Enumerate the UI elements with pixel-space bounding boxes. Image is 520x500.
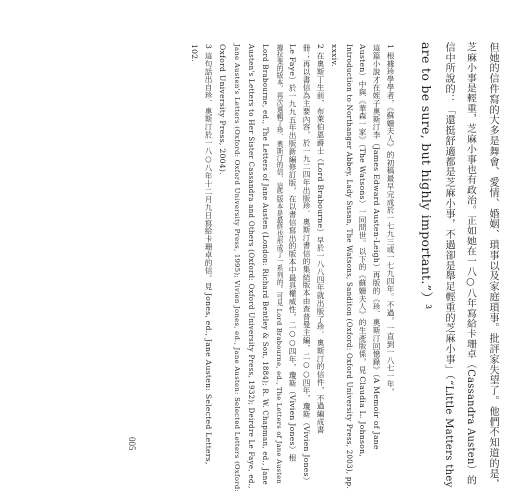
footnote-line: Austen's Letters to Her Sister Cassandra and Others (Oxford: Oxford University Press, 1932); Deirdre Le Faye, ed., — [247, 44, 255, 489]
footnote-line: 2 在奧斯丁生前，布萊伯恩爵士（Lord Brabourne）早於一八八四年就出版了珍．奧斯汀的信件，不過編成書 — [316, 44, 325, 434]
body-text-line: 信中所說的：「還挺舒適都是芝麻小事，不過卻是舉足輕重的芝麻小事」（“Little Matters they — [443, 42, 454, 488]
footnote-line: Oxford University Press, 2004). — [218, 44, 227, 175]
footnote-line: Introduction to Northanger Abbey, Lady Susan, The Watsons, Sanditon (Oxford: Oxford University Press, 2003), pp. — [345, 44, 353, 489]
body-text-line: are to be sure, but highly important.”）³ — [419, 42, 434, 310]
footnote-line: 1 根據珍學學者，《蘇姍夫人》的初稿最早完成於一七九三或一七九四年。不過，一直到一八七一年， — [386, 44, 395, 396]
footnote-line: xxxiv. — [330, 44, 339, 67]
footnote-line: 102. — [190, 44, 199, 63]
footnote-line: 這篇小說才在姪子奧斯汀李（James Edward Austen-Leigh）再版的《珍．奧斯汀回憶錄》（A Memoir of Jane — [372, 44, 381, 450]
footnote-line: 據拉斐的版本，再次選輯了珍．奧斯汀的信，這些版本是最終也形成了一系列的。可見 Lord Brabourne, ed., The Letters of Jane Austen — [275, 44, 283, 485]
footnote-line: 冊；再以書信為主要內容，於一九二四年出版珍．奧斯汀書信的集結版本由查普曼主編，二○○四年，瓊斯（Vivien Jones） — [302, 44, 311, 485]
footnote-line: 3 這句話出自珍．奧斯汀於一八○八年十二月九日寫給卡珊卓的信。見 Jones, ed., Jane Austen: Selected Letters, — [204, 44, 213, 465]
footnote-line: Lord Brabourne, ed., The Letters of Jane Austen (London: Richard Bentley & Son, 1884); R. W. Chapman, ed., Jane — [261, 44, 269, 485]
body-text-line: 芝麻小事是輕重，芝麻小事也有政治。正如她在一八○八年寫給卡珊卓（Cassandra Austen）的 — [465, 42, 476, 485]
footnote-line: Austen）中與《華森一家》（The Watsons）一同問世。以下的《蘇姍夫人》的生產版係，見 Claudia L. Johnson, — [358, 44, 367, 457]
footnote-line: Jane Austen's Letters (Oxford: Oxford University Press, 1995); Vivien Jones, ed., Jane Austen: Selected Letters (Oxford: — [233, 44, 241, 493]
footnote-line: Le Faye）於一九九五年出版新編修訂版，在以書信寫出的版本中最具權威性，二○○四年，瓊斯（Vivien Jones）根 — [288, 44, 297, 462]
page-number: 005 — [127, 437, 137, 451]
body-text-line: 但她的信件寫的大多是舞會、愛情、婚姻、瑣事以及家庭瑣事。批評家失望了。他們不知道的是， — [487, 42, 498, 490]
